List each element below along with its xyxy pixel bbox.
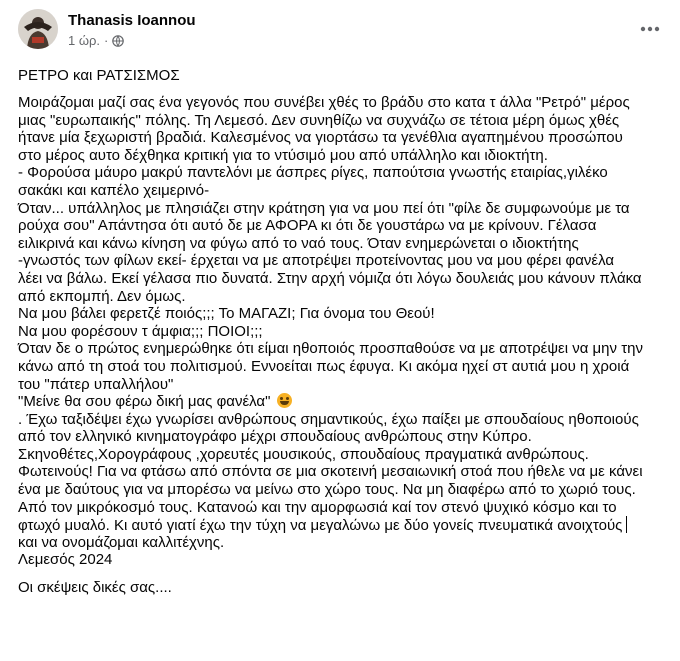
post-line: Φωτεινούς! Για να φτάσω από σπόντα σε μια σκοτεινή μεσαιωνική στοά που ήθελε να με κάνει (18, 463, 643, 481)
post-line: από τον ελληνικό κινηματογράφο μέχρι σπουδαίους ανθρώπους στην Κύπρο. (18, 428, 532, 446)
post-line-text: "Μείνε θα σου φέρω δική μας φανέλα" (18, 393, 271, 411)
post-line: - Φορούσα μάυρο μακρύ παντελόνι με άσπρες ρίγες, παπούτσια γνωστής εταιρίας,γιλέκο (18, 164, 608, 182)
post-line: και να ονομάζομαι καλλιτέχνης. (18, 533, 225, 551)
post-line: κάνω από τη στοά του πολιτισμού. Εννοείται πως έφυγα. Κι ακόμα ηχεί στ αυτιά μου η χροιά (18, 357, 630, 375)
meta-separator: · (104, 33, 109, 48)
post-meta (68, 33, 124, 48)
post-line: -γνωστός των φίλων εκεί- έρχεται να με αποτρέψει προτείνοντας μου να μου φέρει φανέλα (18, 252, 615, 270)
rofl-emoji-icon (277, 393, 292, 408)
author-avatar[interactable] (18, 9, 58, 49)
more-options-icon[interactable] (632, 15, 668, 43)
post-line: ρούχα σου" Απάντησα ότι αυτό δε με ΑΦΟΡΑ κι ότι δε γουστάρω να με κρίνουν. Γέλασα (18, 217, 597, 235)
text-cursor (626, 516, 627, 533)
post-closing: Οι σκέψεις δικές σας.... (18, 579, 172, 597)
post-line-with-emoji (18, 393, 668, 411)
post-line: Όταν... υπάλληλος με πλησιάζει στην κράτηση για να μου πεί ότι "φίλε δε συμφωνούμε με τα (18, 199, 630, 217)
post-line: Να μου βάλει φερετζέ ποιός;;; Το ΜΑΓΑΖΙ; Για όνομα του Θεού! (18, 305, 435, 323)
paragraph-gap (18, 569, 668, 579)
globe-icon[interactable] (112, 35, 124, 47)
author-name[interactable]: Thanasis Ioannou (68, 12, 196, 29)
post-title: ΡΕΤΡΟ και ΡΑΤΣΙΣΜΟΣ (18, 67, 180, 84)
post-line: σακάκι και καπέλο χειμερινό- (18, 181, 210, 199)
post-line: Σκηνοθέτες,Χορογράφους ,χορευτές μουσικούς, σπουδαίους πραγματικά ανθρώπους. (18, 445, 589, 463)
post-line: στο μέρος αυτο δέχθηκα κριτική για το ντύσιμό μου από υπάλληλο και ιδιοκτήτη. (18, 146, 548, 164)
post-line: του "πάτερ υπαλλήλου" (18, 375, 174, 393)
post-line: Όταν δε ο πρώτος ενημερώθηκε ότι είμαι ηθοποιός προσπαθούσε να με αποτρέψει να μην την (18, 340, 643, 358)
post-line: . Έχω ταξιδέψει έχω γνωρίσει ανθρώπους σημαντικούς, έχω παίξει με σπουδαίους ηθοποιούς (18, 410, 639, 428)
post-line: από εκπομπή. Δεν όμως. (18, 287, 186, 305)
post-line: ένα με δαύτους για να μπορέσω να μείνω στο χώρο τους. Να μη διαφέρω από το χωριό τους. (18, 481, 636, 499)
post-line: λέει να βάλω. Εκεί γέλασα πιο δυνατά. Στην αρχή νόμιζα ότι λόγω δουλειάς μου κάνουν πλάκα (18, 269, 642, 287)
post-line: ήτανε μία ξεχωριστή βραδιά. Καλεσμένος να γιορτάσω τα γενέθλια αγαπημένου προσώπου (18, 129, 623, 147)
post-line: Μοιράζομαι μαζί σας ένα γεγονός που συνέβει χθές το βράδυ στο κατα τ άλλα "Ρετρό" μέρος (18, 94, 630, 111)
post-line: Από τον μικρόκοσμό τους. Κατανοώ και την αμορφωσιά καί τον στενό ψυχικό κόσμο και το (18, 498, 617, 516)
post-body (18, 94, 668, 597)
post-line: ειλικρινά και κάνω κίνηση να φύγω από το ναό τους. Όταν ενημερώνεται ο ιδιοκτήτης (18, 234, 579, 252)
post-line: Λεμεσός 2024 (18, 551, 113, 569)
post-time[interactable]: 1 ώρ. (68, 33, 100, 48)
post-line: Να μου φορέσουν τ άμφια;;; ΠΟΙΟΙ;;; (18, 322, 263, 340)
post-header (18, 9, 668, 53)
post-line-text: φτωχό μυαλό. Κι αυτό γιατί έχω την τύχη να μεγαλώνω με δύο γονείς πνευματικά ανοιχτούς (18, 517, 623, 535)
post-line-with-cursor (18, 516, 668, 534)
post-line: μιας "ευρωπαικής" πόλης. Τη Λεμεσό. Δεν συνηθίζω να συχνάζω σε τέτοια μέρη όμως χθές (18, 111, 620, 129)
